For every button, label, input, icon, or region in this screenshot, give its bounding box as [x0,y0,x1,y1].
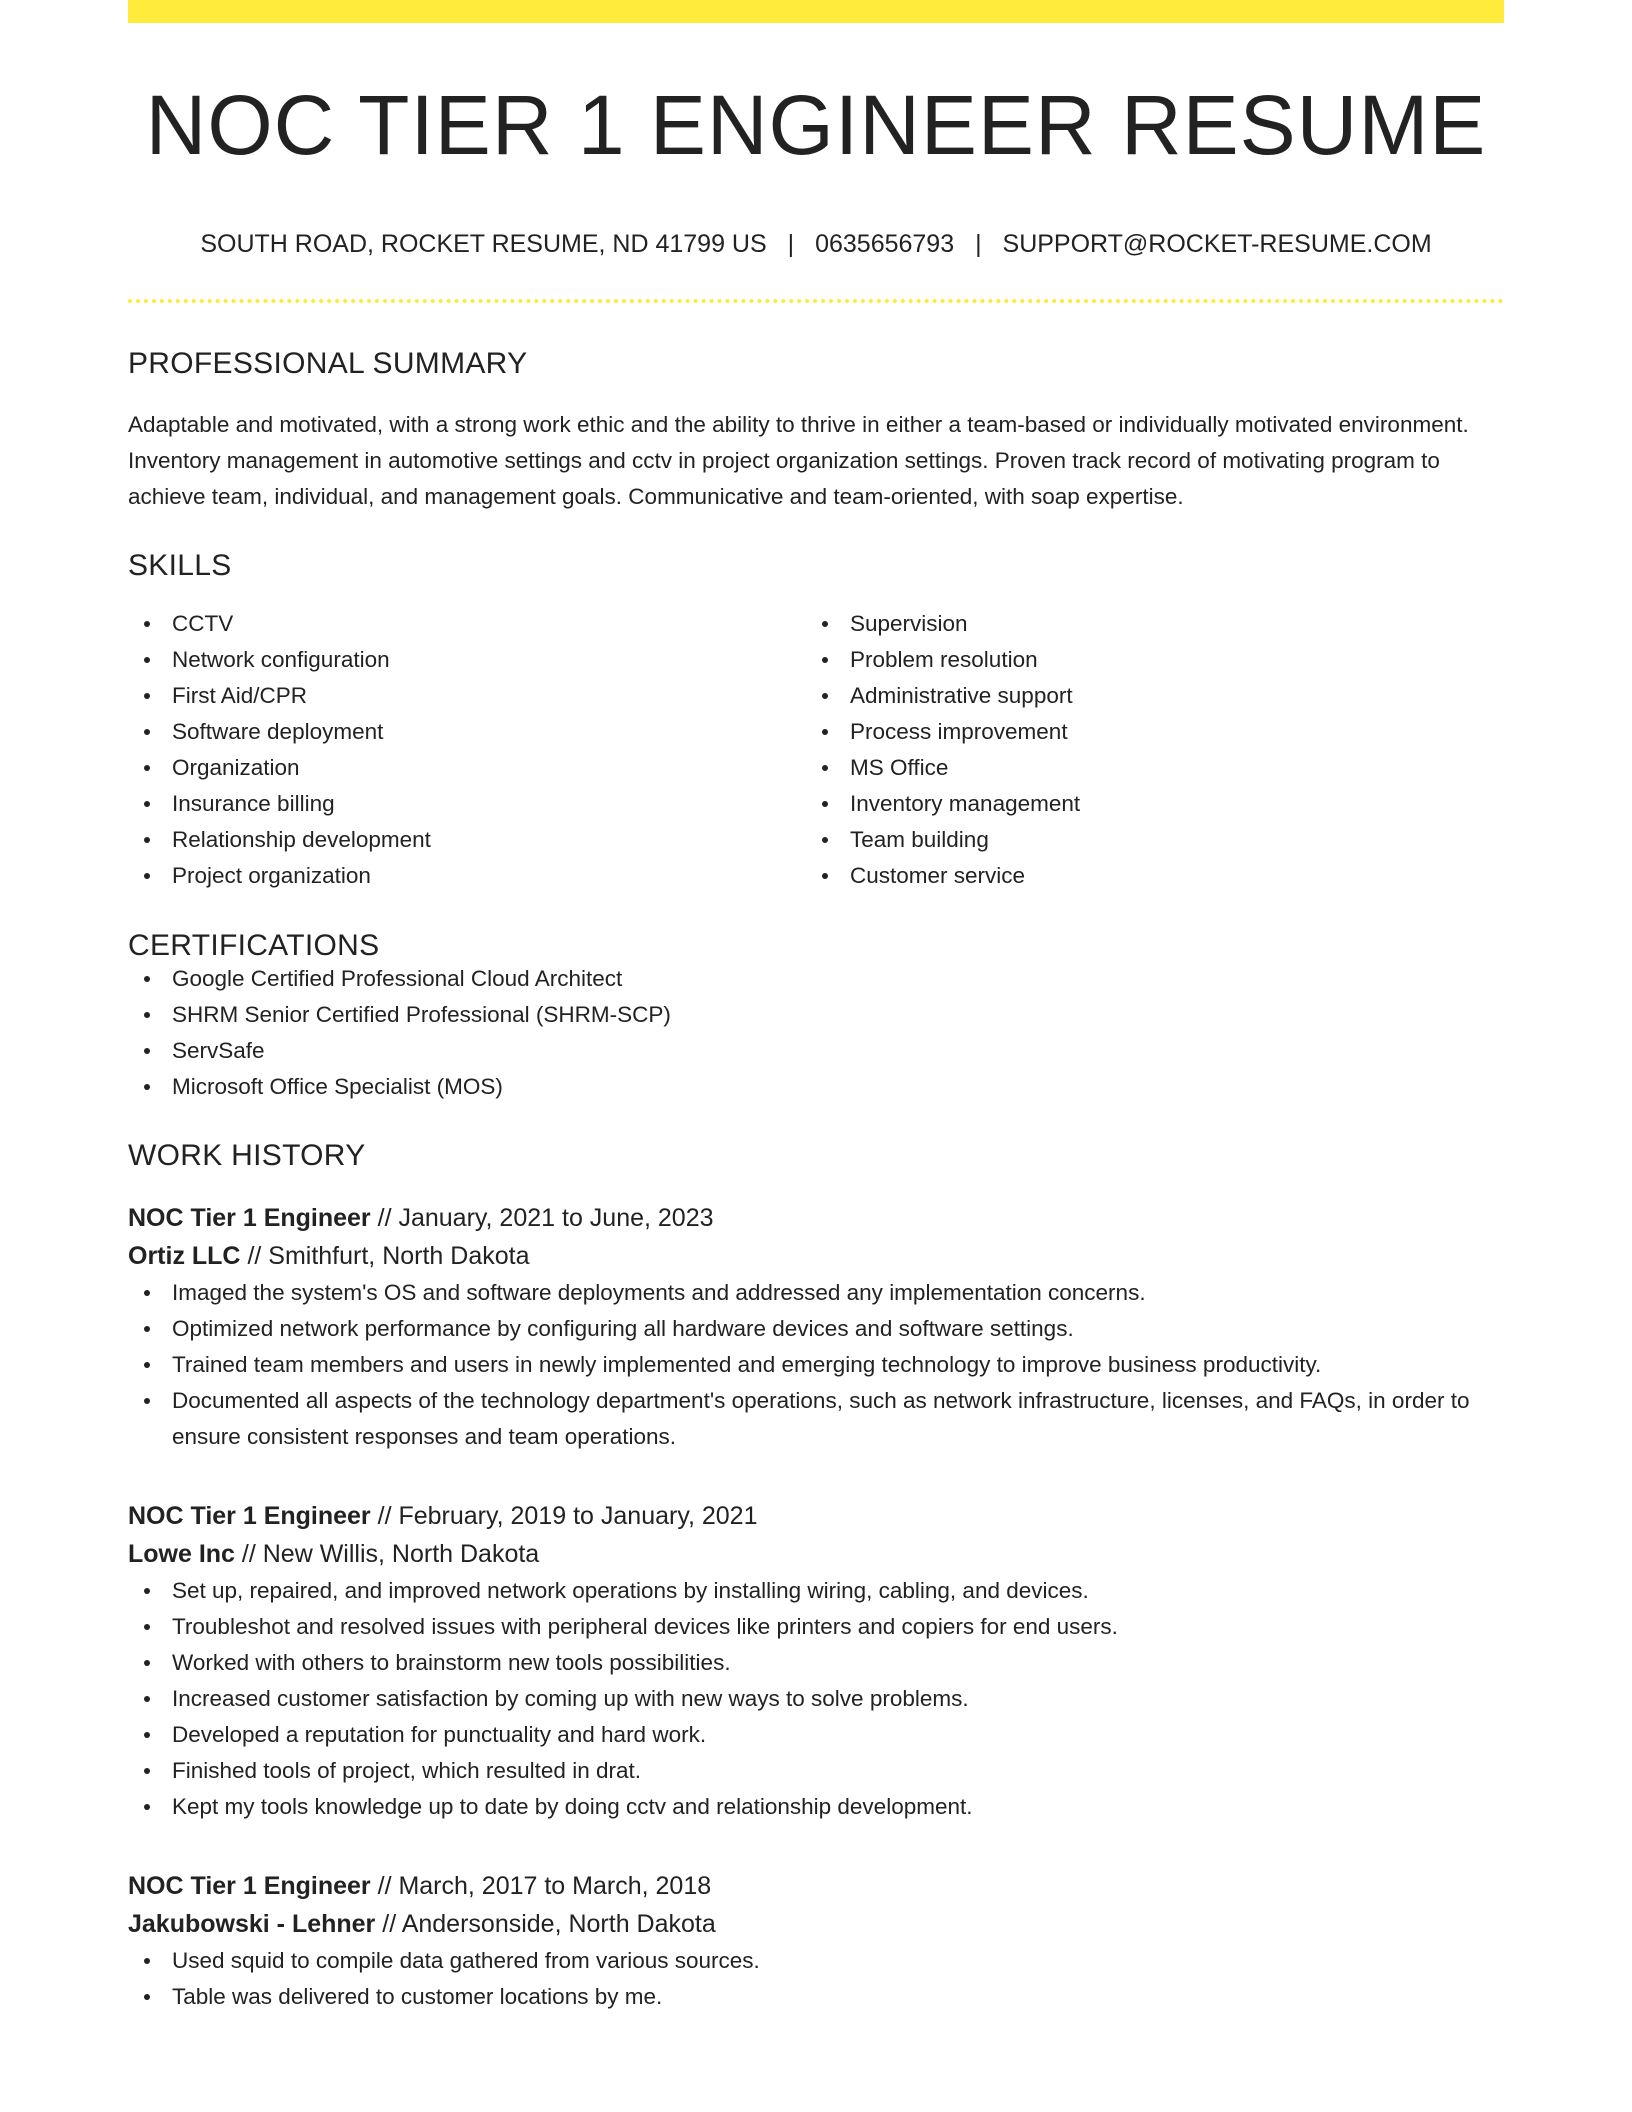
job-entry [128,1497,1504,1825]
skill-item: CCTV [128,606,806,642]
skills-list-left [128,606,806,894]
skill-item: Process improvement [806,714,1484,750]
certifications-heading: CERTIFICATIONS [128,929,380,962]
job-duty: Set up, repaired, and improved network operations by installing wiring, cabling, and devices. [128,1573,1504,1609]
skill-item: First Aid/CPR [128,678,806,714]
summary-heading: PROFESSIONAL SUMMARY [128,347,528,380]
job-duty: Finished tools of project, which resulted in drat. [128,1753,1504,1789]
skill-item: Inventory management [806,786,1484,822]
job-entry [128,1867,1504,2015]
job-duty: Kept my tools knowledge up to date by doing cctv and relationship development. [128,1789,1504,1825]
skill-item: Organization [128,750,806,786]
skill-item: Network configuration [128,642,806,678]
skills-column-left [128,606,806,894]
skills-column-right [806,606,1484,894]
job-duty: Imaged the system's OS and software deployments and addressed any implementation concerns. [128,1275,1504,1311]
skill-item: Administrative support [806,678,1484,714]
job-duties-list [128,1573,1504,1825]
job-role: NOC Tier 1 Engineer [128,1204,371,1232]
skill-item: MS Office [806,750,1484,786]
job-duty: Troubleshot and resolved issues with peripheral devices like printers and copiers for end users. [128,1609,1504,1645]
job-role: NOC Tier 1 Engineer [128,1502,371,1530]
skills-list-right [806,606,1484,894]
skill-item: Supervision [806,606,1484,642]
skill-item: Customer service [806,858,1484,894]
job-duties-list [128,1275,1504,1455]
skill-item: Software deployment [128,714,806,750]
skill-item: Insurance billing [128,786,806,822]
skill-item: Problem resolution [806,642,1484,678]
job-duty: Documented all aspects of the technology department's operations, such as network infrastructure, licenses, and FAQs, in order to ensure consistent responses and team operations. [128,1383,1504,1455]
skills-heading: SKILLS [128,549,232,582]
certifications-list [128,961,1504,1105]
certification-item: ServSafe [128,1033,1504,1069]
work-history-heading: WORK HISTORY [128,1139,366,1172]
job-duty: Trained team members and users in newly implemented and emerging technology to improve business productivity. [128,1347,1504,1383]
job-duty: Developed a reputation for punctuality and hard work. [128,1717,1504,1753]
job-location: // Smithfurt, North Dakota [240,1242,530,1270]
job-title-line [128,1199,1504,1237]
job-company: Jakubowski - Lehner [128,1910,376,1938]
skills-grid [128,606,1504,894]
certification-item: Microsoft Office Specialist (MOS) [128,1069,1504,1105]
job-entry [128,1199,1504,1455]
job-duty: Optimized network performance by configuring all hardware devices and software settings. [128,1311,1504,1347]
job-duties-list [128,1943,1504,2015]
summary-text: Adaptable and motivated, with a strong work ethic and the ability to thrive in either a team-based or individually motivated environment. Inventory management in automotive settings and cctv in project organization settings. Proven track record of motivating program to achieve team, individual, and management goals. Communicative and team-oriented, with soap expertise. [128,412,1469,509]
certification-item: Google Certified Professional Cloud Architect [128,961,1504,997]
job-duty: Table was delivered to customer locations by me. [128,1979,1504,2015]
job-company: Ortiz LLC [128,1242,241,1270]
job-duty: Increased customer satisfaction by coming up with new ways to solve problems. [128,1681,1504,1717]
job-title-line [128,1497,1504,1535]
contact-address: SOUTH ROAD, ROCKET RESUME, ND 41799 US [200,230,767,258]
skill-item: Relationship development [128,822,806,858]
contact-separator: | [975,230,982,258]
job-duty: Worked with others to brainstorm new tools possibilities. [128,1645,1504,1681]
resume-title: NOC TIER 1 ENGINEER RESUME [145,78,1487,172]
job-dates: // February, 2019 to January, 2021 [370,1502,758,1530]
resume-page [128,0,1504,2015]
job-location: // New Willis, North Dakota [234,1540,540,1568]
dotted-divider [128,299,1504,303]
skill-item: Project organization [128,858,806,894]
job-company-line [128,1237,1504,1275]
contact-line [128,232,1504,257]
contact-separator: | [787,230,795,258]
certification-item: SHRM Senior Certified Professional (SHRM-SCP) [128,997,1504,1033]
job-role: NOC Tier 1 Engineer [128,1872,371,1900]
accent-bar [128,0,1504,23]
job-title-line [128,1867,1504,1905]
job-company-line [128,1535,1504,1573]
job-dates: // March, 2017 to March, 2018 [370,1872,712,1900]
contact-phone: 0635656793 [815,230,955,258]
job-dates: // January, 2021 to June, 2023 [370,1204,714,1232]
job-location: // Andersonside, North Dakota [375,1910,716,1938]
contact-email: SUPPORT@ROCKET-RESUME.COM [1002,230,1432,258]
job-duty: Used squid to compile data gathered from various sources. [128,1943,1504,1979]
job-company: Lowe Inc [128,1540,235,1568]
job-company-line [128,1905,1504,1943]
skill-item: Team building [806,822,1484,858]
